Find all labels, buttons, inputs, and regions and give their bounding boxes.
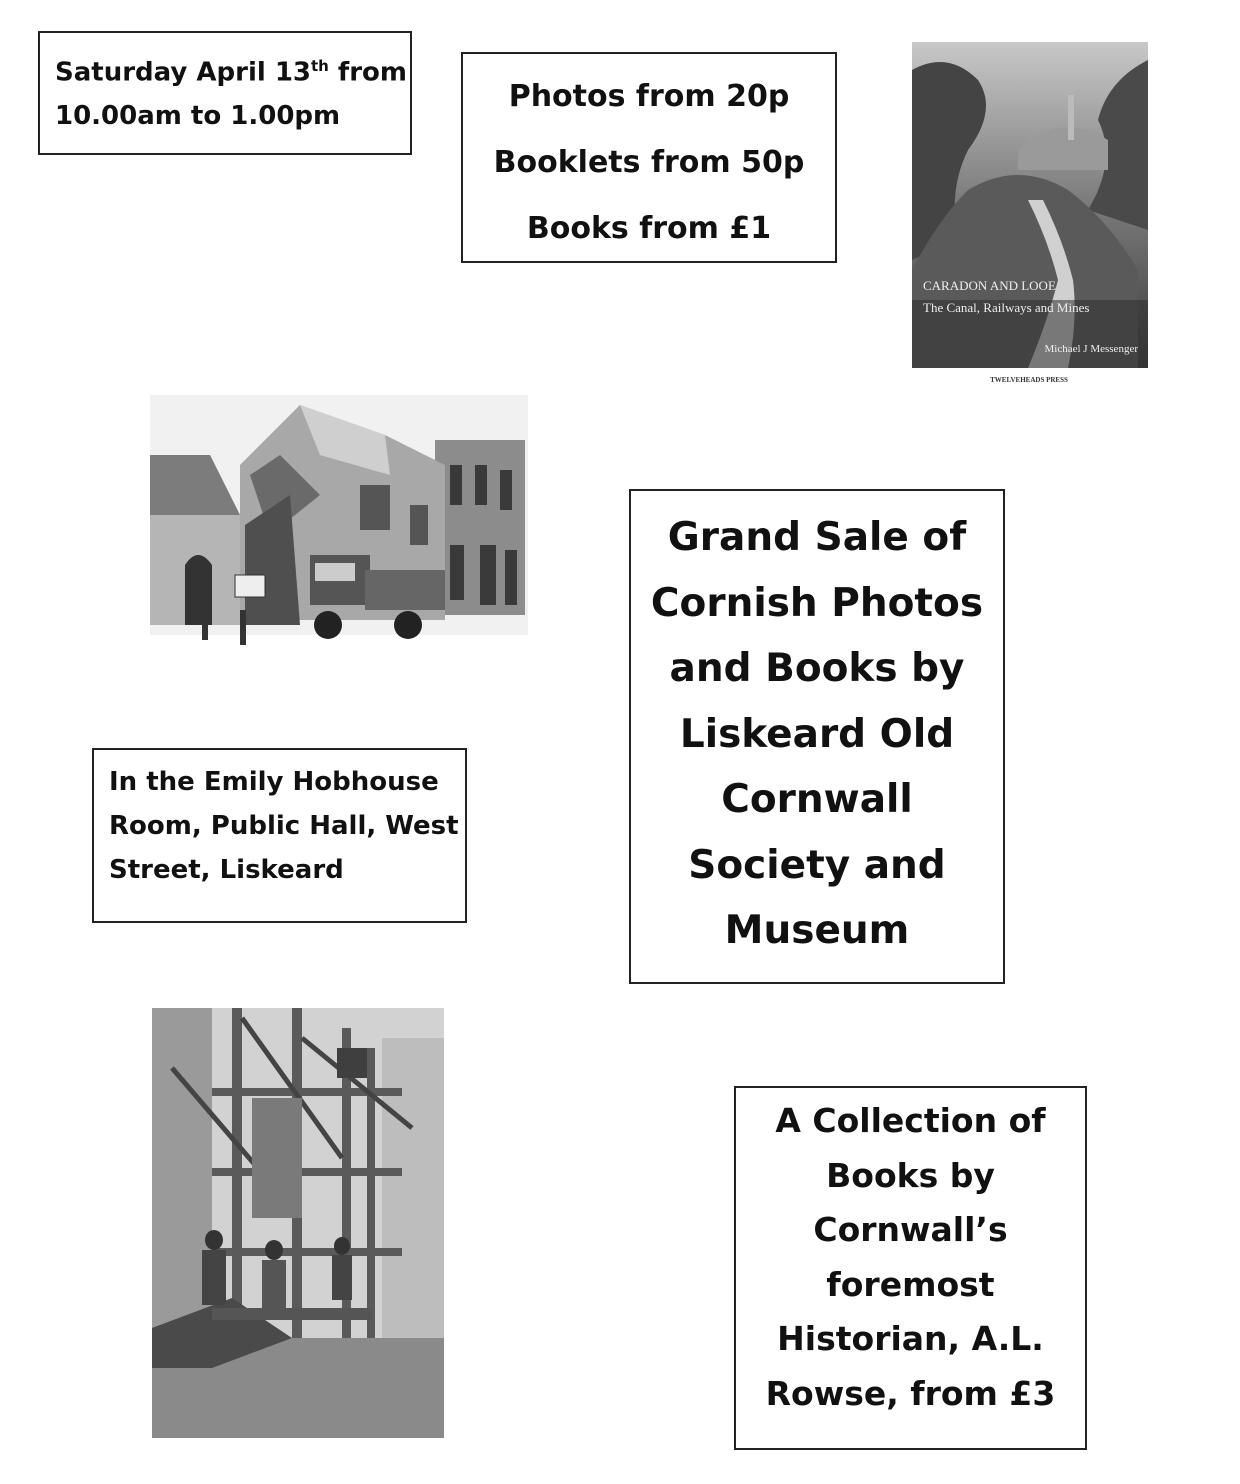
headline-line-5: Cornwall: [721, 777, 913, 822]
rowse-line-2: Books by: [826, 1155, 995, 1195]
book-cover-publisher: TWELVEHEADS PRESS: [990, 376, 1068, 384]
mine-headframe-photo: [152, 1008, 444, 1438]
rowse-collection-box: [734, 1086, 1087, 1450]
venue-line-3: Street, Liskeard: [109, 855, 344, 885]
venue-line-1: In the Emily Hobhouse: [109, 767, 439, 797]
book-cover-author: Michael J Messenger: [1044, 343, 1138, 355]
headline-line-4: Liskeard Old: [679, 711, 955, 757]
headline-line-1: Grand Sale of: [667, 515, 967, 560]
book-cover-image: [908, 40, 1150, 390]
headline-line-3: and Books by: [669, 646, 965, 691]
venue-line-2: Room, Public Hall, West: [109, 811, 459, 841]
event-date-line-1: Saturday April 13th from: [55, 57, 408, 88]
price-books: Books from £1: [526, 211, 772, 246]
rowse-line-3: Cornwall’s: [813, 1210, 1008, 1249]
price-list-box: [461, 52, 837, 263]
rowse-line-1: A Collection of: [775, 1101, 1046, 1140]
price-booklets: Booklets from 50p: [493, 145, 805, 180]
headline-box: [629, 489, 1005, 984]
venue-box: [92, 748, 467, 923]
headline-line-2: Cornish Photos: [650, 580, 984, 626]
event-date-box: [38, 31, 412, 155]
rowse-line-5: Historian, A.L.: [777, 1319, 1044, 1358]
book-cover-subtitle: The Canal, Railways and Mines: [923, 300, 1090, 315]
damaged-building-photo: [150, 395, 528, 657]
headline-line-7: Museum: [724, 908, 910, 953]
headline-line-6: Society and: [688, 842, 946, 888]
price-photos: Photos from 20p: [508, 79, 790, 114]
event-time-line: 10.00am to 1.00pm: [55, 100, 341, 131]
rowse-line-6: Rowse, from £3: [765, 1373, 1056, 1413]
rowse-line-4: foremost: [826, 1264, 995, 1304]
book-cover-title: CARADON AND LOOE: [923, 278, 1056, 293]
